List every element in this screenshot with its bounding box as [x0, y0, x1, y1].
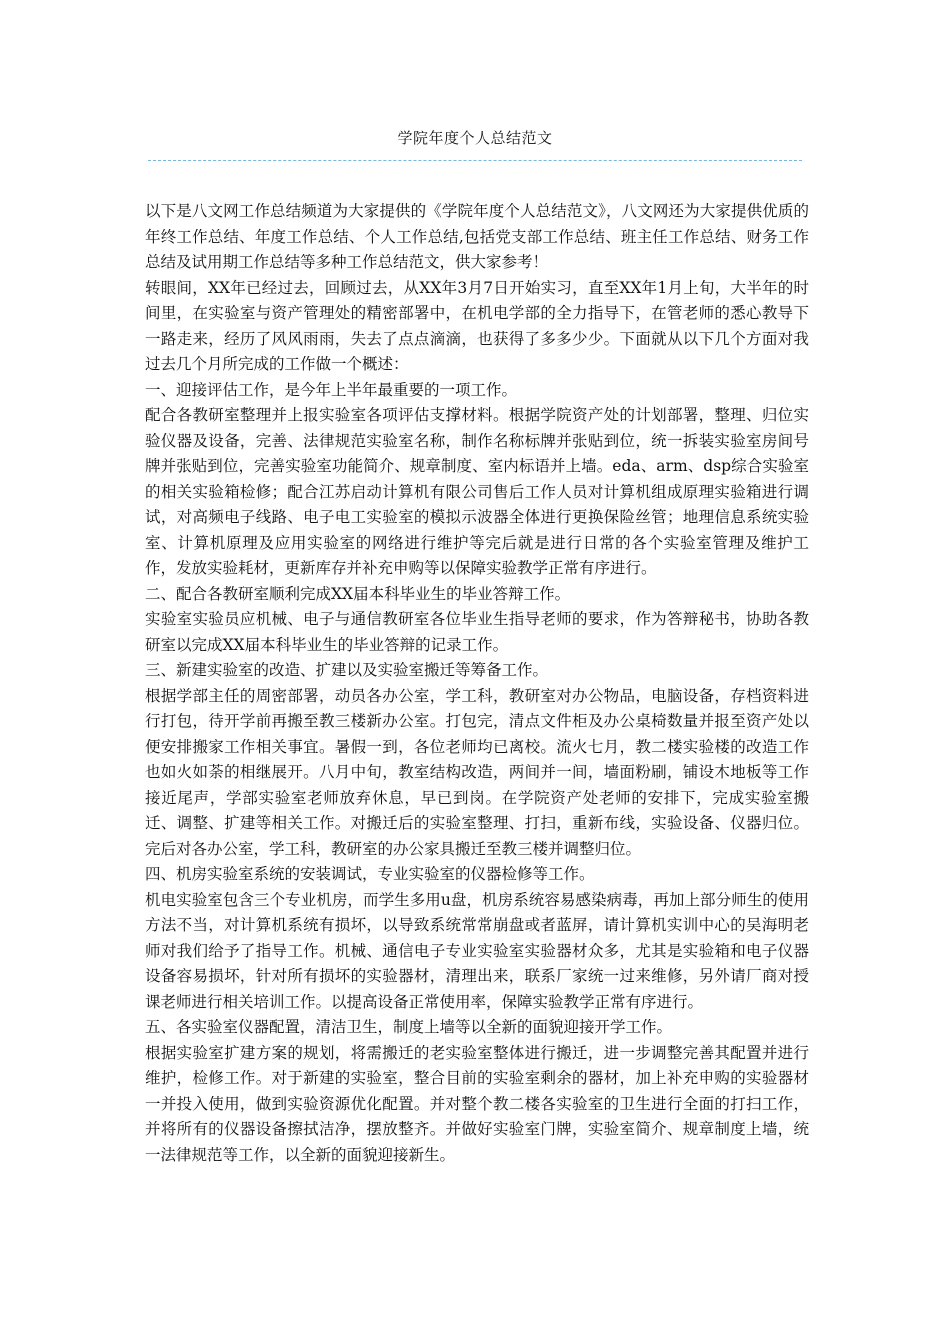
title-divider — [148, 160, 802, 161]
paragraph: 配合各教研室整理并上报实验室各项评估支撑材料。根据学院资产处的计划部署，整理、归位实验仪器及设备，完善、法律规范实验室名称，制作名称标牌并张贴到位，统一拆装实验室房间号牌并张贴到位，完善实验室功能简介、规章制度、室内标语并上墙。eda、arm、dsp综合实验室的相关实验箱检修；配合江苏启动计算机有限公司售后工作人员对计算机组成原理实验箱进行调试，对高频电子线路、电子电工实验室的模拟示波器全体进行更换保险丝管；地理信息系统实验室、计算机原理及应用实验室的网络进行维护等完后就是进行日常的各个实验室管理及维护工作，发放实验耗材，更新库存并补充申购等以保障实验教学正常有序进行。 — [145, 406, 809, 577]
document-body — [145, 199, 809, 1168]
section-heading: 一、迎接评估工作，是今年上半年最重要的一项工作。 — [145, 380, 518, 399]
paragraph: 机电实验室包含三个专业机房，而学生多用u盘，机房系统容易感染病毒，再加上部分师生的使用方法不当，对计算机系统有损坏，以导致系统常常崩盘或者蓝屏，请计算机实训中心的吴海明老师对我们给予了指导工作。机械、通信电子专业实验室实验器材众多，尤其是实验箱和电子仪器设备容易损坏，针对所有损坏的实验器材，清理出来，联系厂家统一过来维修，另外请厂商对授课老师进行相关培训工作。以提高设备正常使用率，保障实验教学正常有序进行。 — [145, 890, 809, 1011]
paragraph: 根据实验室扩建方案的规划，将需搬迁的老实验室整体进行搬迁，进一步调整完善其配置并进行维护，检修工作。对于新建的实验室，整合目前的实验室剩余的器材，加上补充申购的实验器材一并投入使用，做到实验资源优化配置。并对整个教二楼各实验室的卫生进行全面的打扫工作，并将所有的仪器设备擦拭洁净，摆放整齐。并做好实验室门牌，实验室简介、规章制度上墙，统一法律规范等工作，以全新的面貌迎接新生。 — [145, 1043, 809, 1164]
section-heading: 四、机房实验室系统的安装调试，专业实验室的仪器检修等工作。 — [145, 865, 595, 883]
paragraph: 转眼间，XX年已经过去，回顾过去，从XX年3月7日开始实习，直至XX年1月上旬，大半年的时间里，在实验室与资产管理处的精密部署中，在机电学部的全力指导下，在管老师的悉心教导下一路走来，经历了风风雨雨，失去了点点滴滴，也获得了多多少少。下面就从以下几个方面对我过去几个月所完成的工作做一个概述： — [145, 278, 809, 373]
page-title: 学院年度个人总结范文 — [397, 129, 553, 147]
section-heading: 三、新建实验室的改造、扩建以及实验室搬迁等筹备工作。 — [145, 661, 549, 679]
section-heading: 五、各实验室仪器配置，清洁卫生，制度上墙等以全新的面貌迎接开学工作。 — [145, 1018, 673, 1036]
paragraph: 以下是八文网工作总结频道为大家提供的《学院年度个人总结范文》，八文网还为大家提供优质的年终工作总结、年度工作总结、个人工作总结,包括党支部工作总结、班主任工作总结、财务工作总结及试用期工作总结等多种工作总结范文，供大家参考！ — [145, 202, 809, 271]
paragraph: 根据学部主任的周密部署，动员各办公室，学工科，教研室对办公物品，电脑设备，存档资料进行打包，待开学前再搬至教三楼新办公室。打包完，清点文件柜及办公桌椅数量并报至资产处以便安排搬家工作相关事宜。暑假一到，各位老师均已离校。流火七月，教二楼实验楼的改造工作也如火如荼的相继展开。八月中旬，教室结构改造，两间并一间，墙面粉刷，铺设木地板等工作接近尾声，学部实验室老师放弃休息，早已到岗。在学院资产处老师的安排下，完成实验室搬迁、调整、扩建等相关工作。对搬迁后的实验室整理、打扫，重新布线，实验设备、仪器归位。完后对各办公室，学工科，教研室的办公家具搬迁至教三楼并调整归位。 — [145, 686, 809, 858]
section-heading: 二、配合各教研室顺利完成XX届本科毕业生的毕业答辩工作。 — [145, 584, 571, 603]
paragraph: 实验室实验员应机械、电子与通信教研室各位毕业生指导老师的要求，作为答辩秘书，协助各教研室以完成XX届本科毕业生的毕业答辩的记录工作。 — [145, 610, 809, 654]
